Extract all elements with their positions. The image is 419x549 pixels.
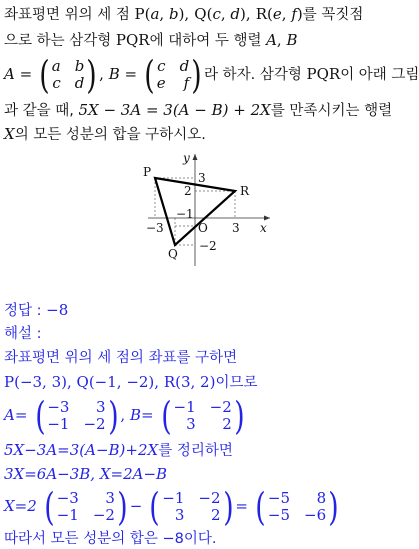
matrix-result: ( −5 8 −5 −6 ): [255, 484, 339, 529]
tick-y3: 3: [198, 171, 206, 185]
tick-y2: 2: [184, 184, 192, 198]
tick-x3: 3: [232, 221, 240, 235]
problem-line-5: X의 모든 성분의 합을 구하시오.: [4, 125, 206, 143]
matrix-b-values-2: ( −1 −2 3 2 ): [149, 484, 234, 529]
point-p: P(a, b),: [134, 5, 190, 23]
tick-ym2: −2: [199, 239, 217, 253]
matrix-a-values-2: ( −3 3 −1 −2 ): [44, 484, 128, 529]
solution-conclusion: 따라서 모든 성분의 합은 −8이다.: [4, 531, 217, 547]
solution-line-2: P(−3, 3), Q(−1, −2), R(3, 2)이므로: [4, 373, 258, 391]
answer-line: 정답 : −8: [4, 301, 69, 319]
matrix-b-values: ( −1 −2 3 2 ): [160, 393, 245, 438]
solution-line-4: 5X−3A=3(A−B)+2X를 정리하면: [4, 441, 233, 459]
solution-line-5: 3X=6A−3B, X=2A−B: [4, 465, 168, 483]
answer-value: −8: [46, 301, 69, 319]
label-p: P: [143, 165, 152, 179]
problem-line-4: 과 같을 때, 5X − 3A = 3(A − B) + 2X를 만족시키는 행렬: [4, 101, 393, 119]
point-r: R(e, f): [255, 5, 303, 23]
problem-line-3: A = ( a b c d ) , B = ( c d e f ) 라 하자. 삼각형 PQR이 아래 그림: [4, 52, 419, 97]
label-q: Q: [168, 247, 178, 261]
solution-line-1: 좌표평면 위의 세 점의 좌표를 구하면: [4, 350, 238, 366]
matrix-a-values: ( −3 3 −1 −2 ): [34, 393, 119, 438]
solution-line-6: X=2 ( −3 3 −1 −2 ) − ( −1 −2 3 2 ) = ( −5 8 −5 −6 ): [4, 486, 341, 526]
triangle-figure: [140, 148, 280, 268]
matrix-b-def: ( c d e f ): [144, 52, 202, 97]
label-x: x: [260, 221, 267, 235]
solution-line-3: A= ( −3 3 −1 −2 ) , B= ( −1 −2 3 2 ): [4, 395, 247, 435]
label-o: O: [198, 221, 208, 235]
problem-line-2: 으로 하는 삼각형 PQR에 대하여 두 행렬 A, B: [4, 31, 298, 49]
tick-ym1: −1: [176, 207, 194, 221]
label-y: y: [183, 151, 190, 165]
label-r: R: [240, 184, 250, 198]
matrix-a-def: ( a b c d ): [39, 52, 97, 97]
problem-line-1: 좌표평면 위의 세 점 P(a, b), Q(c, d), R(e, f)를 꼭짓점: [4, 5, 364, 23]
tick-xm3: −3: [146, 221, 164, 235]
solution-label: 해설 :: [4, 326, 42, 342]
point-q: Q(c, d),: [194, 5, 251, 23]
